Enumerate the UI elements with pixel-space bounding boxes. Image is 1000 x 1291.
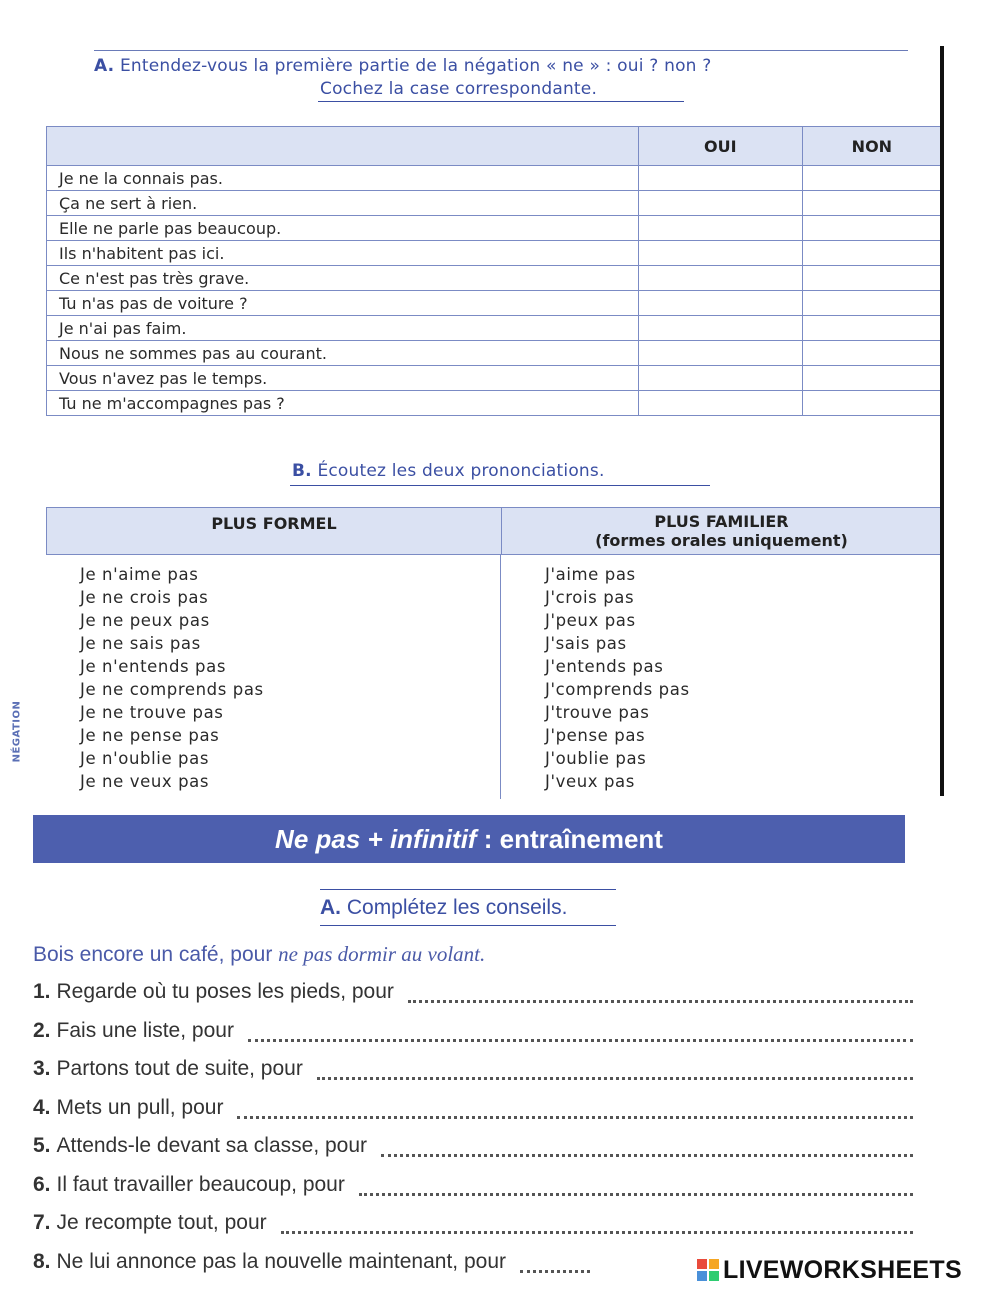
familier-item: J'entends pas xyxy=(545,657,664,676)
table-row xyxy=(47,216,942,241)
section-a-letter: A. xyxy=(94,56,115,76)
non-checkbox-cell[interactable] xyxy=(802,216,941,241)
non-checkbox-cell[interactable] xyxy=(802,391,941,416)
header-plus-familier-line1: PLUS FAMILIER xyxy=(654,512,789,531)
exercise-item-text: Je recompte tout, pour xyxy=(56,1211,267,1234)
formel-item: Je ne veux pas xyxy=(80,772,210,791)
side-tab xyxy=(8,700,30,770)
table-row xyxy=(47,191,942,216)
table-row xyxy=(47,166,942,191)
formel-item: Je ne pense pas xyxy=(80,726,220,745)
page-edge-line xyxy=(940,46,944,796)
logo-square xyxy=(697,1259,707,1269)
example-italic: ne pas dormir au volant. xyxy=(278,942,486,966)
formel-item: Je ne trouve pas xyxy=(80,703,224,722)
exercise-letter: A. xyxy=(320,896,341,919)
oui-checkbox-cell[interactable] xyxy=(638,216,802,241)
exercise-item-number: 8. xyxy=(33,1249,51,1273)
oui-checkbox-cell[interactable] xyxy=(638,241,802,266)
familier-item: J'crois pas xyxy=(545,588,635,607)
exercise-answer-blank[interactable] xyxy=(381,1134,913,1157)
familier-item: J'pense pas xyxy=(545,726,646,745)
table-row xyxy=(47,316,942,341)
exercise-answer-blank[interactable] xyxy=(317,1057,913,1080)
exercise-underline xyxy=(320,925,616,926)
header-plus-familier xyxy=(502,508,941,554)
exercise-item-text: Il faut travailler beaucoup, pour xyxy=(56,1172,345,1196)
exercise-item-text: Fais une liste, pour xyxy=(56,1018,234,1042)
section-b-letter: B. xyxy=(292,461,312,481)
table-header-blank xyxy=(47,127,639,166)
exercise-answer-blank[interactable] xyxy=(237,1096,913,1119)
sentence-cell: Ce n'est pas très grave. xyxy=(47,266,639,291)
exercise-answer-blank[interactable] xyxy=(281,1211,913,1234)
oui-checkbox-cell[interactable] xyxy=(638,166,802,191)
exercise-item-number: 1. xyxy=(33,980,51,1003)
table-row xyxy=(47,366,942,391)
logo-square xyxy=(709,1259,719,1269)
liveworksheets-text: LIVEWORKSHEETS xyxy=(723,1255,962,1284)
oui-checkbox-cell[interactable] xyxy=(638,291,802,316)
exercise-item-number: 4. xyxy=(33,1095,51,1119)
formel-item: Je n'aime pas xyxy=(80,565,199,584)
section-a-instruction-line2: Cochez la case correspondante. xyxy=(320,79,598,99)
familier-column xyxy=(501,555,942,799)
exercise-list xyxy=(33,980,913,1288)
section-a-top-rule xyxy=(94,50,908,51)
exercise-item xyxy=(33,1057,913,1096)
non-checkbox-cell[interactable] xyxy=(802,191,941,216)
non-checkbox-cell[interactable] xyxy=(802,316,941,341)
exercise-answer-blank[interactable] xyxy=(408,980,913,1003)
exercise-item-text: Mets un pull, pour xyxy=(56,1095,224,1119)
sentence-cell: Ça ne sert à rien. xyxy=(47,191,639,216)
exercise-answer-blank[interactable] xyxy=(359,1173,913,1196)
oui-checkbox-cell[interactable] xyxy=(638,341,802,366)
exercise-banner xyxy=(33,815,905,863)
exercise-item xyxy=(33,980,913,1019)
non-checkbox-cell[interactable] xyxy=(802,166,941,191)
exercise-item-number: 3. xyxy=(33,1057,51,1080)
exercise-item-text: Ne lui annonce pas la nouvelle maintenant, pour xyxy=(56,1249,506,1273)
exercise-answer-blank[interactable] xyxy=(520,1250,590,1273)
liveworksheets-icon xyxy=(697,1259,719,1281)
exercise-item xyxy=(33,1134,913,1173)
sentence-cell: Je n'ai pas faim. xyxy=(47,316,639,341)
section-b-instruction-text: Écoutez les deux prononciations. xyxy=(317,461,605,481)
table-row xyxy=(47,341,942,366)
oui-checkbox-cell[interactable] xyxy=(638,191,802,216)
oui-checkbox-cell[interactable] xyxy=(638,266,802,291)
pronunciation-table-header xyxy=(46,507,942,555)
header-oui: OUI xyxy=(638,127,802,166)
exercise-instruction xyxy=(320,896,567,920)
sentence-cell: Je ne la connais pas. xyxy=(47,166,639,191)
section-b-underline xyxy=(290,485,710,486)
sentence-cell: Nous ne sommes pas au courant. xyxy=(47,341,639,366)
exercise-item xyxy=(33,1173,913,1212)
formel-item: Je ne sais pas xyxy=(80,634,201,653)
pronunciation-table xyxy=(46,507,942,799)
side-tab-label: NÉGATION xyxy=(11,700,23,763)
familier-item: J'sais pas xyxy=(545,634,627,653)
table-row xyxy=(47,391,942,416)
non-checkbox-cell[interactable] xyxy=(802,366,941,391)
table-row xyxy=(47,241,942,266)
banner-rest: : entraînement xyxy=(476,824,663,854)
oui-checkbox-cell[interactable] xyxy=(638,316,802,341)
oui-checkbox-cell[interactable] xyxy=(638,391,802,416)
section-a-underline xyxy=(318,101,684,102)
section-a-instruction-line1: Entendez-vous la première partie de la négation « ne » : oui ? non ? xyxy=(119,56,712,76)
exercise-item-number: 6. xyxy=(33,1172,51,1196)
exercise-top-rule xyxy=(320,889,616,890)
formel-item: Je ne crois pas xyxy=(80,588,209,607)
table-row xyxy=(47,291,942,316)
formel-column xyxy=(46,555,501,799)
familier-item: J'peux pas xyxy=(545,611,636,630)
section-a-instruction xyxy=(94,56,712,76)
logo-square xyxy=(709,1271,719,1281)
formel-item: Je n'oublie pas xyxy=(80,749,210,768)
exercise-item-number: 7. xyxy=(33,1211,51,1234)
example-plain: Bois encore un café, pour xyxy=(33,943,279,966)
sentence-cell: Tu n'as pas de voiture ? xyxy=(47,291,639,316)
non-checkbox-cell[interactable] xyxy=(802,266,941,291)
pronunciation-table-body xyxy=(46,555,942,799)
header-plus-formel: PLUS FORMEL xyxy=(47,508,502,554)
familier-item: J'aime pas xyxy=(545,565,636,584)
oui-non-table xyxy=(46,126,942,416)
exercise-answer-blank[interactable] xyxy=(248,1019,913,1042)
familier-item: J'oublie pas xyxy=(545,749,647,768)
sentence-cell: Tu ne m'accompagnes pas ? xyxy=(47,391,639,416)
non-checkbox-cell[interactable] xyxy=(802,241,941,266)
formel-item: Je ne comprends pas xyxy=(80,680,264,699)
header-non: NON xyxy=(802,127,941,166)
header-plus-familier-line2: (formes orales uniquement) xyxy=(595,531,848,550)
logo-square xyxy=(697,1271,707,1281)
familier-item: J'trouve pas xyxy=(545,703,650,722)
non-checkbox-cell[interactable] xyxy=(802,341,941,366)
table-row xyxy=(47,266,942,291)
formel-item: Je ne peux pas xyxy=(80,611,210,630)
banner-italic: Ne pas + infinitif xyxy=(275,824,477,854)
exercise-item xyxy=(33,1211,913,1250)
sentence-cell: Vous n'avez pas le temps. xyxy=(47,366,639,391)
formel-item: Je n'entends pas xyxy=(80,657,227,676)
sentence-cell: Elle ne parle pas beaucoup. xyxy=(47,216,639,241)
familier-item: J'veux pas xyxy=(545,772,635,791)
exercise-item xyxy=(33,1096,913,1135)
exercise-example xyxy=(33,942,485,967)
exercise-item-text: Partons tout de suite, pour xyxy=(56,1057,303,1080)
liveworksheets-logo xyxy=(697,1255,997,1285)
familier-item: J'comprends pas xyxy=(545,680,690,699)
non-checkbox-cell[interactable] xyxy=(802,291,941,316)
oui-checkbox-cell[interactable] xyxy=(638,366,802,391)
section-b-instruction xyxy=(292,461,605,481)
sentence-cell: Ils n'habitent pas ici. xyxy=(47,241,639,266)
exercise-item xyxy=(33,1019,913,1058)
exercise-instruction-text: Complétez les conseils. xyxy=(346,896,568,919)
exercise-item-text: Attends-le devant sa classe, pour xyxy=(56,1134,368,1157)
exercise-item-number: 5. xyxy=(33,1134,51,1157)
exercise-item-text: Regarde où tu poses les pieds, pour xyxy=(56,980,394,1003)
exercise-item-number: 2. xyxy=(33,1018,51,1042)
